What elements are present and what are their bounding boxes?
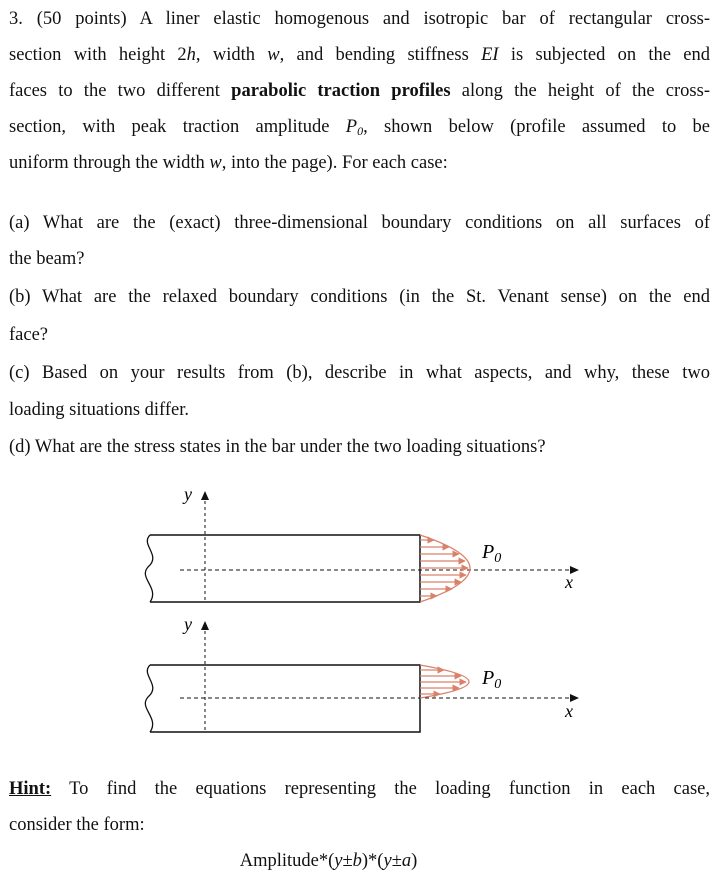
P-subscript: 0 [494,551,502,566]
formula-plusminus: ± [391,851,402,871]
hint-line-2 [9,814,710,836]
formula-var-b: b [352,851,362,871]
problem-text: section, with peak traction amplitude [9,117,346,137]
hint-label: Hint: [9,779,52,799]
var-w: w [267,45,280,65]
problem-text: 3. (50 points) A liner elastic homogenous and isotropic bar of rectangular cross- [9,9,710,29]
var-EI: EI [481,45,499,65]
question-text: face? [9,325,49,345]
problem-line-5 [9,152,710,174]
problem-text: , shown below (profile assumed to be [363,117,710,137]
question-text: (d) What are the stress states in the bar under the two loading situations? [9,437,546,457]
question-a-line-2 [9,248,710,270]
bottom-beam [145,614,579,732]
top-x-label: x [565,572,573,592]
P-subscript: 0 [494,677,502,692]
var-P-subscript: 0 [357,124,364,138]
problem-text: is subjected on the end [498,45,711,65]
problem-text: uniform through the width [9,153,210,173]
formula-part: Amplitude*( [239,851,335,871]
question-b-line-1 [9,286,710,308]
bottom-y-axis-arrowhead [201,621,209,630]
P-symbol: P [482,541,495,563]
hint-formula [0,850,657,872]
problem-line-4 [9,116,710,142]
top-traction-arrows [420,540,468,596]
question-text: the beam? [9,249,85,269]
question-text: (c) Based on your results from (b), describe in what aspects, and why, these two [9,363,710,383]
formula-part: ) [411,851,418,871]
problem-line-3 [9,80,710,102]
top-y-axis-arrowhead [201,491,209,500]
question-text: (b) What are the relaxed boundary conditions (in the St. Venant sense) on the end [9,287,710,307]
top-beam-outline [150,535,420,602]
top-y-label: y [184,484,192,504]
hint-text: To find the equations representing the loading function in each case, [69,779,710,799]
bottom-beam-break-line [145,665,152,732]
problem-text: , width [195,45,268,65]
top-beam [145,484,579,602]
problem-text: , and bending stiffness [279,45,482,65]
hint-line-1 [9,778,710,800]
question-text: (a) What are the (exact) three-dimensional boundary conditions on all surfaces of [9,213,710,233]
bottom-x-label: x [565,701,573,721]
problem-text: faces to the two different [9,81,232,101]
bottom-y-label: y [184,614,192,634]
top-P0-label [481,541,501,566]
var-w: w [209,153,222,173]
problem-line-2 [9,44,710,66]
top-beam-break-line [145,535,152,602]
bottom-P0-label [481,667,501,692]
problem-line-1 [9,8,710,30]
bottom-traction-arrows [420,670,466,694]
var-P: P [345,117,358,137]
formula-plusminus: ± [342,851,353,871]
hint-text: consider the form: [9,815,145,835]
formula-var-y: y [334,851,343,871]
formula-part: )*( [361,851,384,871]
bold-phrase: parabolic traction profiles [231,81,451,101]
question-c-line-2 [9,399,710,421]
formula-var-y: y [383,851,392,871]
P-symbol: P [482,667,495,689]
formula-var-a: a [401,851,412,871]
question-b-line-2 [9,324,710,346]
problem-text: section with height 2 [9,45,187,65]
traction-figure [0,470,717,770]
question-text: loading situations differ. [9,400,190,420]
var-h: h [186,45,196,65]
question-d-line-1 [9,436,710,458]
problem-text: , into the page). For each case: [221,153,448,173]
problem-text: along the height of the cross- [450,81,710,101]
question-a-line-1 [9,212,710,234]
question-c-line-1 [9,362,710,384]
